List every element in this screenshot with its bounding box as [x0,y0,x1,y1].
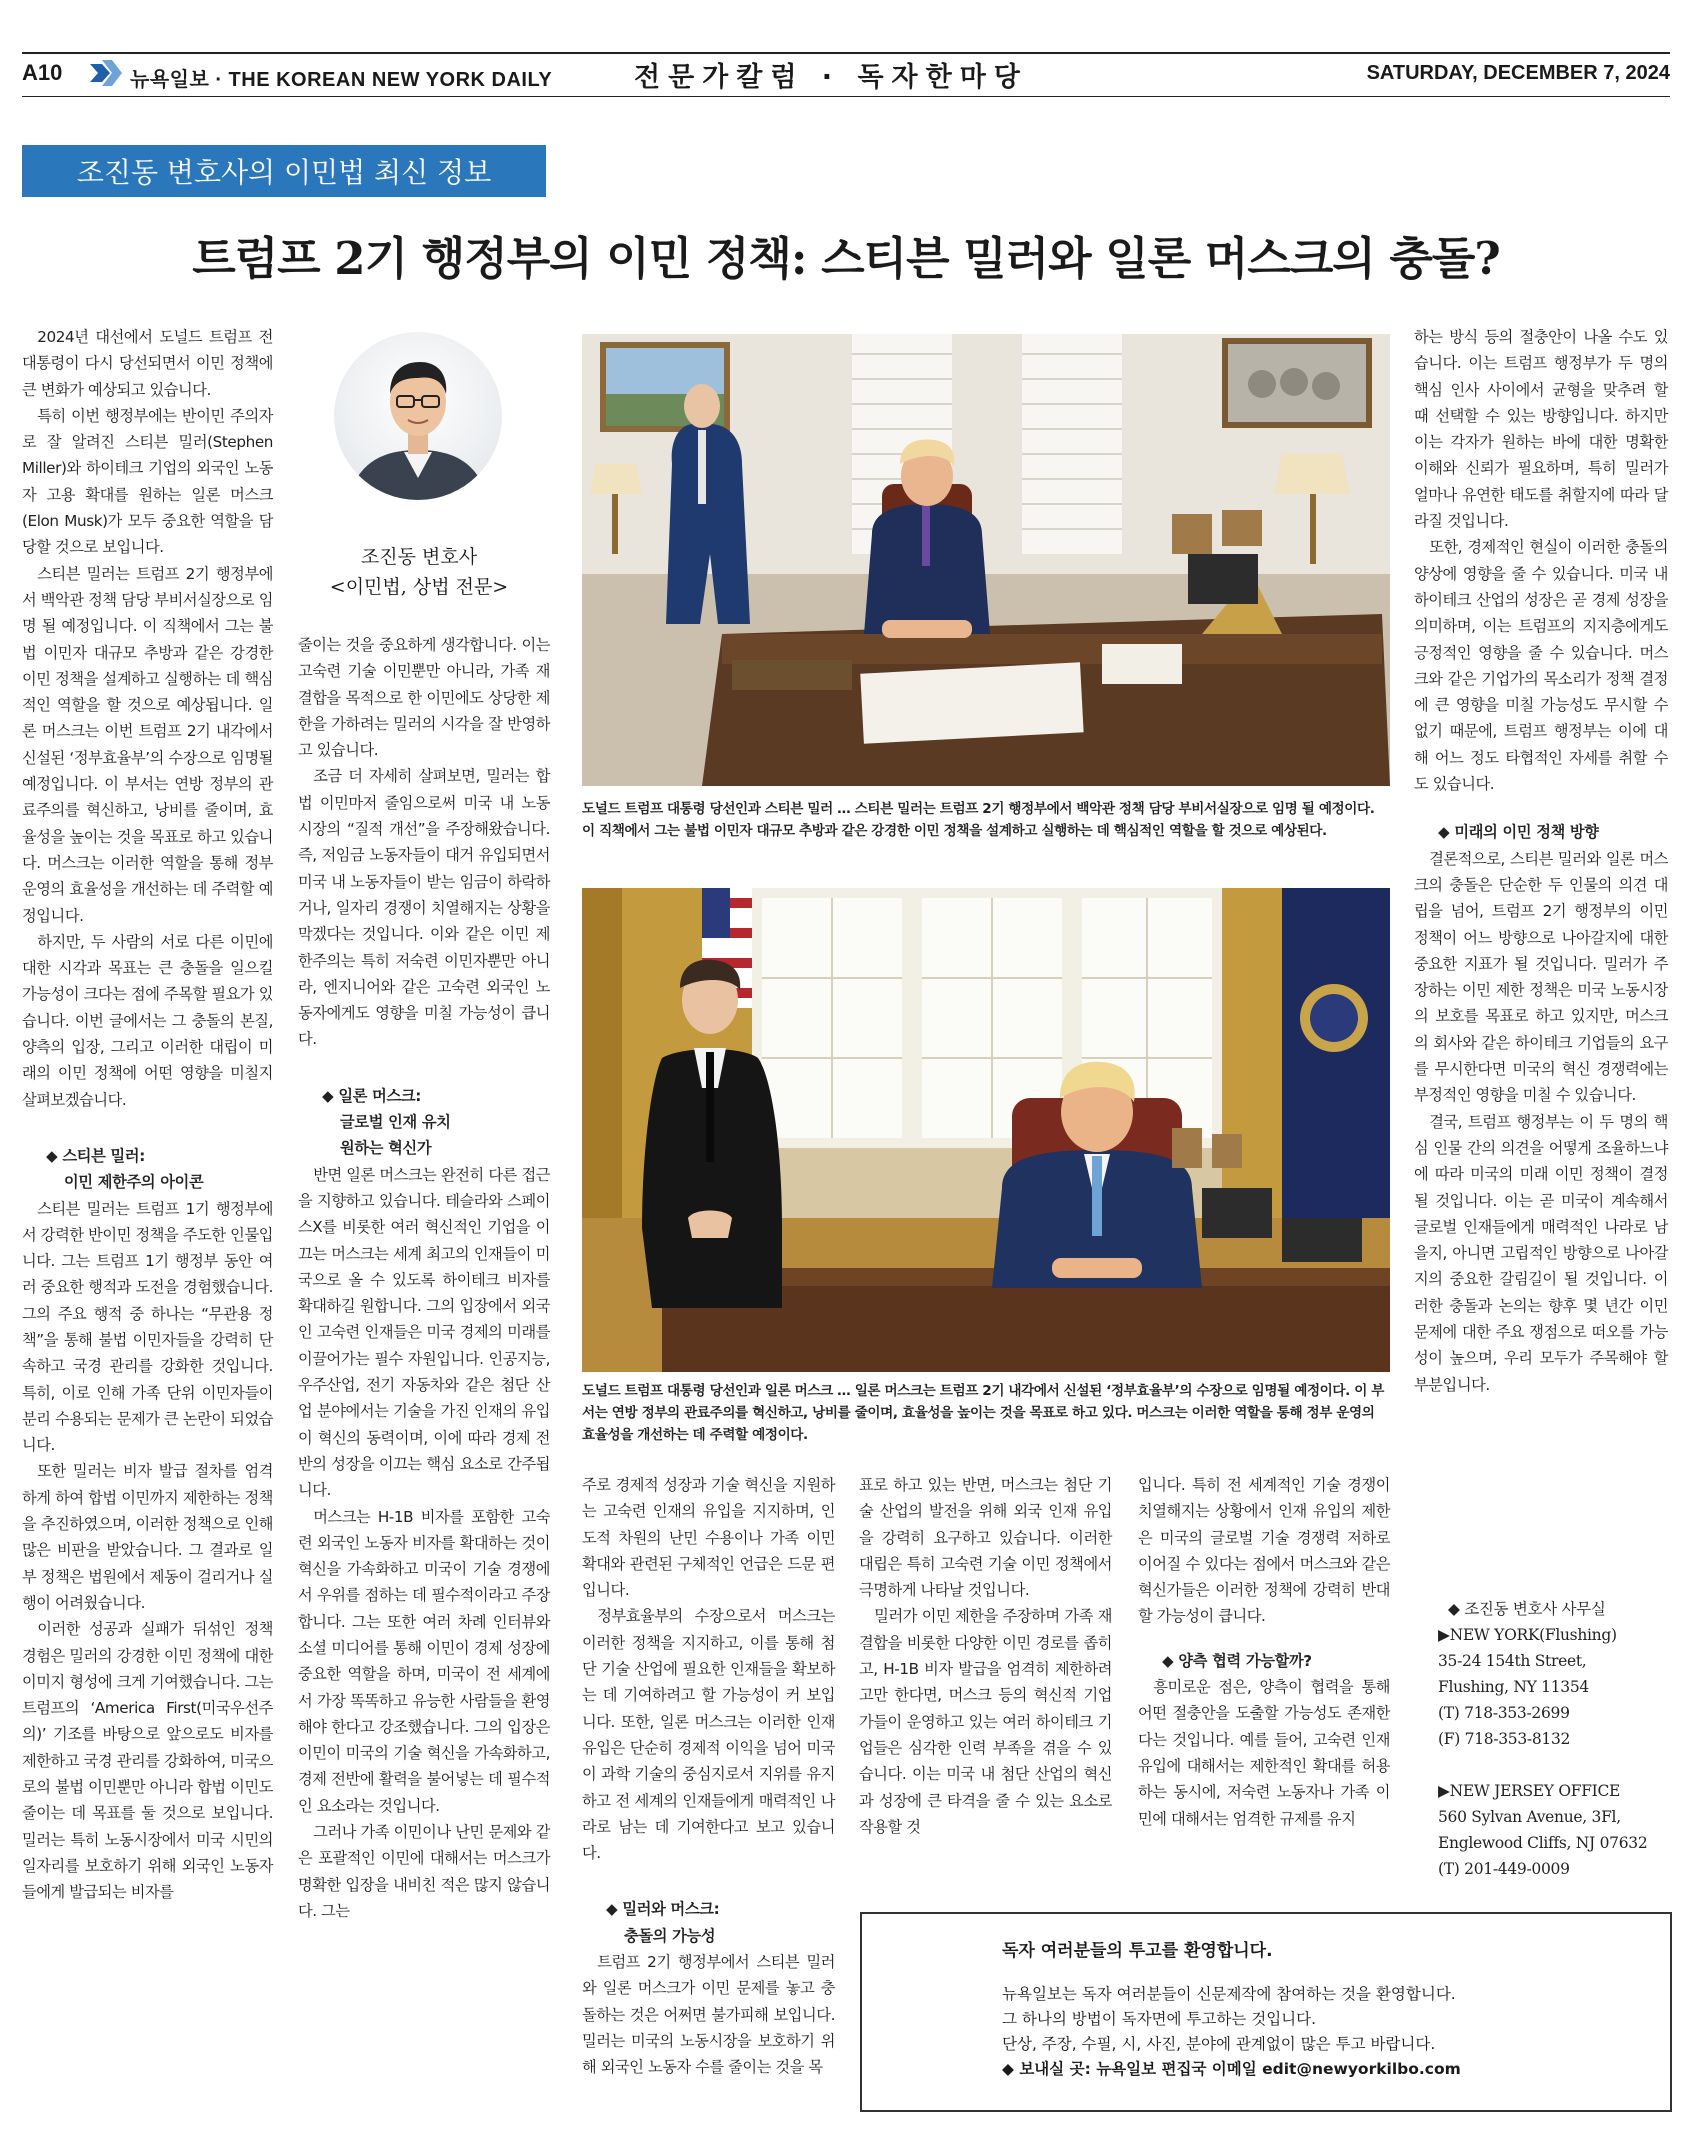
law-office-contact [1438,1596,1670,1882]
section-title: 전문가칼럼 · 독자한마당 [634,62,1028,93]
nj-address-line-2: Englewood Cliffs, NJ 07632 [1438,1834,1648,1852]
masthead-top-rule [22,52,1670,54]
newspaper-logo-icon [88,58,124,88]
paragraph: 특히 이번 행정부에는 반이민 주의자로 잘 알려진 스티븐 밀러(Stephen Miller)와 하이테크 기업의 외국인 노동자 고용 확대를 원하는 일론 머스크(Elon Musk)가 모두 중요한 역할을 담당할 것으로 보입니다. [22,406,273,557]
office-title: ◆ 조진동 변호사 사무실 [1448,1600,1606,1618]
submission-box-title: 독자 여러분들의 투고를 환영합니다. [1002,1941,1273,1961]
author-byline [316,542,522,602]
paragraph: 이러한 성공과 실패가 뒤섞인 정책 경험은 밀러의 강경한 이민 정책에 대한 이미지 형성에 크게 기여했습니다. 그는 트럼프의 ‘America First(미국우선주의)’ 기조를 바탕으로 앞으로도 비자를 제한하고 국경 관리를 강화하여, 미국으로의 불법 이민뿐만 아니라 합법 이민도 줄이는 데 목표를 둘 것으로 보입니다. 밀러는 특히 노동시장에서 미국 시민의 일자리를 보호하기 위해 외국인 노동자들에게 발급되는 비자를 [22,1620,273,1902]
paragraph: 또한 밀러는 비자 발급 절차를 엄격하게 하여 합법 이민까지 제한하는 정책을 추진하였으며, 이러한 정책으로 인해 많은 비판을 받았습니다. 그 결과로 일부 정책은 법원에서 제동이 걸리거나 실행이 어려웠습니다. [22,1462,273,1612]
paragraph: 주로 경제적 성장과 기술 혁신을 지원하는 고숙련 인재의 유입을 지지하며, 인도적 차원의 난민 수용이나 가족 이민 확대와 관련된 구체적인 언급은 드문 편입니다. [582,1476,835,1600]
paragraph: 줄이는 것을 중요하게 생각합니다. 이는 고숙련 기술 이민뿐만 아니라, 가족 재결합을 목적으로 한 이민에도 상당한 제한을 가하려는 밀러의 시각을 잘 반영하고 있습니다. [298,636,550,760]
subheading-future: ◆ 미래의 이민 정책 방향 [1438,823,1599,842]
paragraph: 그러나 가족 이민이나 난민 문제와 같은 포괄적인 이민에 대해서는 머스크가 명확한 입장을 내비친 적은 많지 않습니다. 그는 [298,1823,550,1920]
nj-office-title: ▶NEW JERSEY OFFICE [1438,1782,1621,1800]
subheading-conflict: ◆ 밀러와 머스크: 충돌의 가능성 [606,1900,720,1945]
paragraph: 흥미로운 점은, 양측이 협력을 통해 어떤 절충안을 도출할 가능성도 존재한다는 것입니다. 예를 들어, 고숙련 인재 유입에 대해서는 제한적인 확대를 허용하는 동시에, 저숙련 노동자나 가족 이민에 대해서는 엄격한 규제를 유지 [1138,1678,1390,1828]
paragraph: 트럼프 2기 행정부에서 스티븐 밀러와 일론 머스크가 이민 문제를 놓고 충돌하는 것은 어쩌면 불가피해 보입니다. 밀러는 미국의 노동시장을 보호하기 위해 외국인 노동자 수를 줄이는 것을 목 [582,1953,835,2077]
article-column-1 [22,324,273,1906]
photo-trump-miller [582,334,1390,786]
subheading-musk: ◆ 일론 머스크: 글로벌 인재 유치 원하는 혁신가 [322,1086,451,1158]
paragraph: 머스크는 H-1B 비자를 포함한 고숙련 외국인 노동자 비자를 확대하는 것이 혁신을 가속화하고 미국이 기술 경쟁에서 우위를 점하는 데 필수적이라고 주장합니다. 그는 또한 여러 차례 인터뷰와 소셜 미디어를 통해 이민이 경제 성장에 중요한 역할을 하며, 미국이 전 세계에서 가장 똑똑하고 유능한 사람들을 환영해야 한다고 강조했습니다. 그의 입장은 이민이 미국의 기술 혁신을 가속화하고, 경제 전반에 활력을 불어넣는 데 필수적인 요소라는 것입니다. [298,1507,550,1815]
ny-phone: (T) 718-353-2699 [1438,1704,1570,1722]
article-headline: 트럼프 2기 행정부의 이민 정책: 스티븐 밀러와 일론 머스크의 충돌? [192,232,1500,285]
author-specialty: <이민법, 상법 전문> [329,576,509,598]
article-column-5 [1138,1472,1390,1832]
author-name: 조진동 변호사 [360,546,478,568]
article-column-6 [1414,324,1668,1398]
page-number: A10 [22,60,63,85]
column-banner: 조진동 변호사의 이민법 최신 정보 [22,145,546,197]
ny-address-line-1: 35-24 154th Street, [1438,1652,1587,1670]
ny-address-line-2: Flushing, NY 11354 [1438,1678,1589,1696]
paragraph: 결론적으로, 스티븐 밀러와 일론 머스크의 충돌은 단순한 두 인물의 의견 대립을 넘어, 트럼프 2기 행정부의 이민 정책이 어느 방향으로 나아갈지에 대한 중요한 지표가 될 것입니다. 밀러가 주장하는 이민 제한 정책은 미국 노동시장의 보호를 목표로 하고 있지만, 머스크의 회사와 같은 하이테크 기업들의 요구를 무시한다면 미국의 혁신 경쟁력에는 부정적인 영향을 미칠 수 있습니다. [1414,849,1668,1105]
paragraph: 반면 일론 머스크는 완전히 다른 접근을 지향하고 있습니다. 테슬라와 스페이스X를 비롯한 여러 혁신적인 기업을 이끄는 머스크는 세계 최고의 인재들이 미국으로 올 수 있도록 하이테크 비자를 확대하길 원합니다. 그의 입장에서 외국인 고숙련 인재들은 미국 경제의 미래를 이끌어가는 필수 자원입니다. 인공지능, 우주산업, 전기 자동차와 같은 첨단 산업 분야에서는 기술을 가진 인재의 유입이 혁신의 동력이며, 이에 따라 경제 전반의 성장을 이끄는 핵심 요소로 간주됩니다. [298,1165,550,1500]
subheading-miller: ◆ 스티븐 밀러: 이민 제한주의 아이콘 [46,1146,204,1192]
nj-phone: (T) 201-449-0009 [1438,1860,1570,1878]
photo-trump-musk [582,888,1390,1372]
paragraph: 스티븐 밀러는 트럼프 1기 행정부에서 강력한 반이민 정책을 주도한 인물입니다. 그는 트럼프 1기 행정부 동안 여러 중요한 행적과 도전을 경험했습니다. 그의 주요 행적 중 하나는 “무관용 정책”을 통해 불법 이민자들을 강력히 단속하고 국경 관리를 강화한 것입니다. 특히, 이로 인해 가족 단위 이민자들이 분리 수용되는 문제가 큰 논란이 되었습니다. [22,1199,273,1455]
paragraph: 하는 방식 등의 절충안이 나올 수도 있습니다. 이는 트럼프 행정부가 두 명의 핵심 인사 사이에서 균형을 맞추려 할 때 선택할 수 있는 방향입니다. 하지만 이는 각자가 원하는 바에 대한 명확한 이해와 신뢰가 필요하며, 특히 밀러가 얼마나 유연한 태도를 취할지에 따라 달라질 것입니다. [1414,328,1668,531]
photo-2-caption: 도널드 트럼프 대통령 당선인과 일론 머스크 … 일론 머스크는 트럼프 2기 내각에서 신설된 ‘정부효율부’의 수장으로 임명될 예정이다. 이 부서는 연방 정부의 관료주의를 혁신하고, 낭비를 줄이며, 효율성을 높이는 것을 목표로 하고 있다. 머스크는 이러한 역할을 통해 정부 운영의 효율성을 개선하는 데 주력할 예정이다. [582,1383,1385,1443]
paragraph: 하지만, 두 사람의 서로 다른 이민에 대한 시각과 목표는 큰 충돌을 일으킬 가능성이 크다는 점에 주목할 필요가 있습니다. 이번 글에서는 그 충돌의 본질, 양측의 입장, 그리고 이러한 대립이 미래의 이민 정책에 어떤 영향을 미칠지 살펴보겠습니다. [22,932,273,1109]
paragraph: 결국, 트럼프 행정부는 이 두 명의 핵심 인물 간의 의견을 어떻게 조율하느냐에 따라 미국의 미래 이민 정책이 결정될 것입니다. 이는 곧 미국이 계속해서 글로벌 인재들에게 매력적인 나라로 남을지, 아니면 고립적인 방향으로 나아갈지의 중요한 갈림길이 될 것입니다. 이러한 충돌과 논의는 향후 몇 년간 이민 문제에 대한 주요 쟁점으로 떠오를 가능성이 높으며, 우리 모두가 주목해야 할 부분입니다. [1414,1112,1668,1394]
article-column-2 [298,632,550,1924]
nj-address-line-1: 560 Sylvan Avenue, 3Fl, [1438,1808,1621,1826]
article-column-4 [859,1472,1112,1840]
photo-1-caption: 도널드 트럼프 대통령 당선인과 스티븐 밀러 … 스티븐 밀러는 트럼프 2기 행정부에서 백악관 정책 담당 부비서실장으로 임명 될 예정이다. 이 직책에서 그는 불법 이민자 대규모 추방과 같은 강경한 이민 정책을 설계하고 실행하는 데 핵심적인 역할을 할 것으로 예상된다. [582,801,1375,839]
paragraph: 표로 하고 있는 반면, 머스크는 첨단 기술 산업의 발전을 위해 외국 인재 유입을 강력히 요구하고 있습니다. 이러한 대립은 특히 고숙련 기술 이민 정책에서 극명하게 나타날 것입니다. [859,1476,1112,1600]
issue-date: SATURDAY, DECEMBER 7, 2024 [1366,62,1670,84]
paragraph: 2024년 대선에서 도널드 트럼프 전 대통령이 다시 당선되면서 이민 정책에 큰 변화가 예상되고 있습니다. [22,328,273,399]
submission-email: ◆ 보내실 곳: 뉴욕일보 편집국 이메일 edit@newyorkilbo.com [1002,2060,1461,2078]
submission-box-body: 뉴욕일보는 독자 여러분들이 신문제작에 참여하는 것을 환영합니다. 그 하나의 방법이 독자면에 투고하는 것입니다. 단상, 주장, 수필, 시, 사진, 분야에 관계없이 많은 투고 바랍니다. ◆ 보내실 곳: 뉴욕일보 편집국 이메일 edit@newyorkilbo.com [1002,1982,1461,2082]
paragraph: 조금 더 자세히 살펴보면, 밀러는 합법 이민마저 줄임으로써 미국 내 노동 시장의 “질적 개선”을 주장해왔습니다. 즉, 저임금 노동자들이 대거 유입되면서 미국 내 노동자들이 받는 임금이 하락하거나, 일자리 경쟁이 치열해지는 상황을 막겠다는 것입니다. 이와 같은 이민 제한주의는 특히 저숙련 이민자뿐만 아니라, 엔지니어와 같은 고숙련 외국인 노동자에게도 영향을 미칠 가능성이 큽니다. [298,767,550,1049]
paragraph: 입니다. 특히 전 세계적인 기술 경쟁이 치열해지는 상황에서 인재 유입의 제한은 미국의 글로벌 기술 경쟁력 저하로 이어질 수 있다는 점에서 머스크와 같은 혁신가들은 이러한 정책에 강력히 반대할 가능성이 큽니다. [1138,1476,1390,1626]
paragraph: 스티븐 밀러는 트럼프 2기 행정부에서 백악관 정책 담당 부비서실장으로 임명 될 예정입니다. 이 직책에서 그는 불법 이민자 대규모 추방과 같은 강경한 이민 정책을 설계하고 실행하는 데 핵심적인 역할을 할 것으로 예상됩니다. 일론 머스크는 이번 트럼프 2기 내각에서 신설된 ‘정부효율부’의 수장으로 임명될 예정입니다. 이 부서는 연방 정부의 관료주의를 혁신하고, 낭비를 줄이며, 효율성을 높이는 것을 목표로 하고 있습니다. 머스크는 이러한 역할을 통해 정부 운영의 효율성을 개선하는 데 주력할 예정입니다. [22,564,273,925]
reader-submission-box [860,1912,1672,2112]
subheading-cooperation: ◆ 양측 협력 가능할까? [1162,1651,1312,1670]
author-portrait [334,332,502,500]
ny-fax: (F) 718-353-8132 [1438,1730,1571,1748]
newspaper-name: 뉴욕일보 · THE KOREAN NEW YORK DAILY [130,69,553,91]
masthead-bottom-rule [22,96,1670,97]
article-column-3 [582,1472,835,2081]
paragraph: 밀러가 이민 제한을 주장하며 가족 재결합을 비롯한 다양한 이민 경로를 좁히고, H-1B 비자 발급을 엄격히 제한하려고만 한다면, 머스크 등의 혁신적 기업가들이 운영하고 있는 여러 하이테크 기업들은 심각한 인력 부족을 겪을 수 있습니다. 이는 미국 내 첨단 산업의 혁신과 성장에 큰 타격을 줄 수 있는 요소로 작용할 것 [859,1607,1112,1836]
ny-office-title: ▶NEW YORK(Flushing) [1438,1626,1617,1644]
paragraph: 정부효율부의 수장으로서 머스크는 이러한 정책을 지지하고, 이를 통해 첨단 기술 산업에 필요한 인재들을 확보하는 데 기여하려고 할 가능성이 커 보입니다. 또한, 일론 머스크는 이러한 인재 유입은 단순히 경제적 이익을 넘어 미국이 과학 기술의 중심지로서 지위를 유지하고 전 세계의 인재들에게 매력적인 나라로 남는 데 기여한다고 보고 있습니다. [582,1607,835,1863]
paragraph: 또한, 경제적인 현실이 이러한 충돌의 양상에 영향을 줄 수 있습니다. 미국 내 하이테크 산업의 성장은 곧 경제 성장을 의미하며, 이는 트럼프의 지지층에게도 긍정적인 영향을 줄 수 있습니다. 머스크와 같은 기업가의 목소리가 정책 결정에 큰 영향을 미칠 가능성도 무시할 수 없기 때문에, 트럼프 행정부는 이에 대해 어느 정도 타협적인 자세를 취할 수도 있습니다. [1414,538,1668,794]
